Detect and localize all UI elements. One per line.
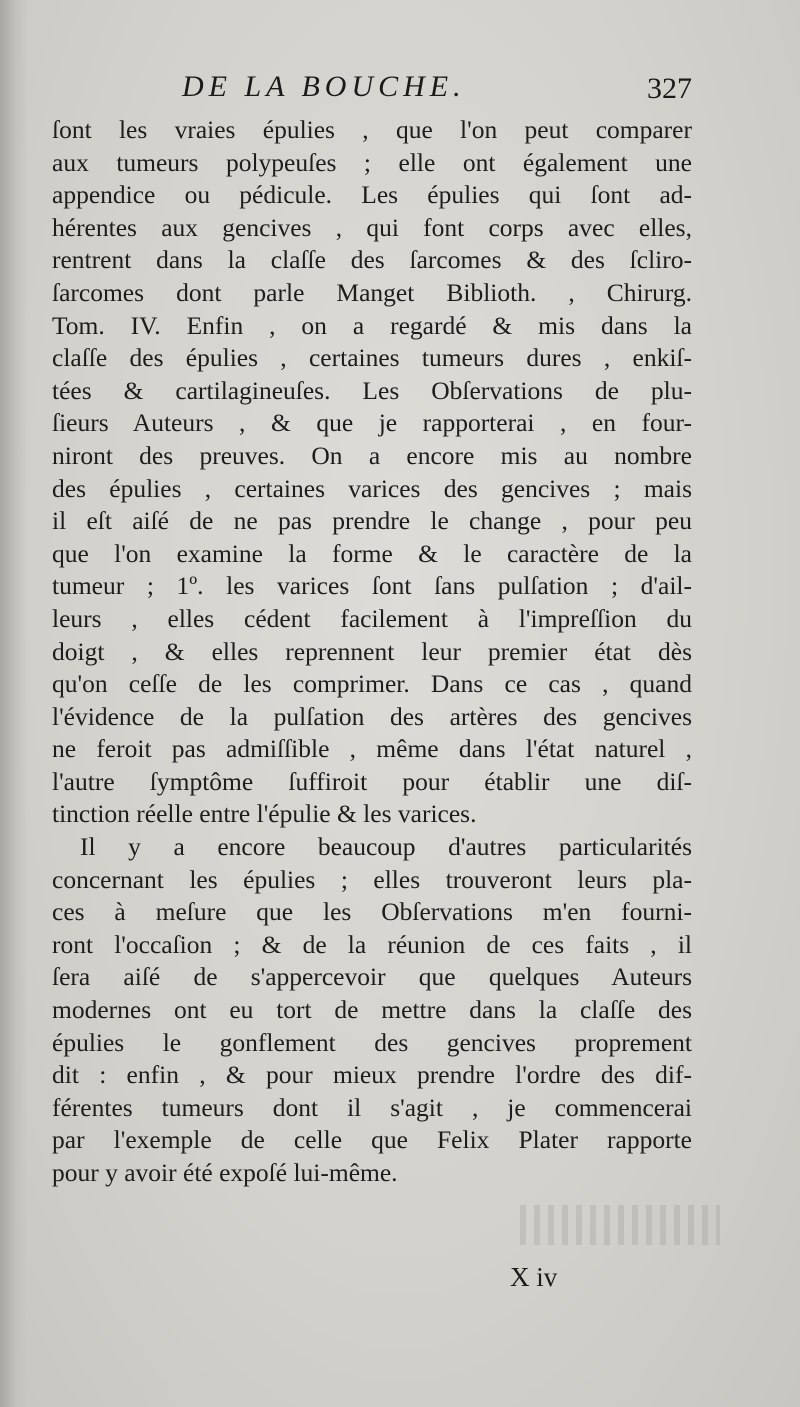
text-line: modernes ont eu tort de mettre dans la claſſe des <box>52 995 692 1025</box>
text-line: doigt , & elles reprennent leur premier état dès <box>52 636 692 666</box>
text-line: concernant les épulies ; elles trouveront leurs pla- <box>52 864 692 894</box>
text-line: ne feroit pas admiſſible , même dans l'état naturel , <box>52 734 692 764</box>
text-line: Tom. IV. Enfin , on a regardé & mis dans la <box>52 310 692 340</box>
text-line: ſera aiſé de s'appercevoir que quelques Auteurs <box>52 962 692 992</box>
book-gutter-shadow <box>0 0 28 1407</box>
text-line: rentrent dans la claſſe des ſarcomes & des ſcliro- <box>52 245 692 275</box>
text-line: appendice ou pédicule. Les épulies qui ſont ad- <box>52 180 692 210</box>
page-number: 327 <box>647 72 692 105</box>
text-line: niront des preuves. On a encore mis au nombre <box>52 440 692 470</box>
text-line: épulies le gonflement des gencives proprement <box>52 1027 692 1057</box>
book-page <box>52 70 692 1190</box>
text-line: il eſt aiſé de ne pas prendre le change , pour peu <box>52 506 692 536</box>
running-title: DE LA BOUCHE. <box>182 70 466 103</box>
text-line: ſont les vraies épulies , que l'on peut comparer <box>52 115 692 144</box>
ink-bleed-through <box>520 1205 720 1245</box>
paragraph <box>52 114 692 831</box>
text-line: hérentes aux gencives , qui font corps avec elles, <box>52 212 692 242</box>
text-line: l'autre ſymptôme ſuffiroit pour établir une diſ- <box>52 766 692 796</box>
text-line: ces à meſure que les Obſervations m'en fourni- <box>52 897 692 927</box>
text-line: claſſe des épulies , certaines tumeurs dures , enkiſ- <box>52 343 692 373</box>
text-line: ſieurs Auteurs , & que je rapporterai , en four- <box>52 408 692 438</box>
text-line: tumeur ; 1º. les varices ſont ſans pulſation ; d'ail- <box>52 571 692 601</box>
text-line: des épulies , certaines varices des gencives ; mais <box>52 473 692 503</box>
text-line: férentes tumeurs dont il s'agit , je commencerai <box>52 1092 692 1122</box>
text-line: qu'on ceſſe de les comprimer. Dans ce cas , quand <box>52 669 692 699</box>
text-line: dit : enfin , & pour mieux prendre l'ordre des dif- <box>52 1060 692 1090</box>
body-text <box>52 114 692 1190</box>
text-line: par l'exemple de celle que Felix Plater rapporte <box>52 1125 692 1155</box>
text-line: tinction réelle entre l'épulie & les varices. <box>52 799 477 829</box>
paragraph <box>52 831 692 1190</box>
text-line: ſarcomes dont parle Manget Biblioth. , Chirurg. <box>52 277 692 307</box>
text-line: l'évidence de la pulſation des artères des gencives <box>52 701 692 731</box>
text-line: pour y avoir été expoſé lui-même. <box>52 1158 398 1187</box>
catchword: X iv <box>510 1262 558 1292</box>
text-line: Il y a encore beaucoup d'autres particularités <box>80 832 692 862</box>
text-line: aux tumeurs polypeuſes ; elle ont également une <box>52 147 692 177</box>
page-header <box>52 70 692 114</box>
text-line: tées & cartilagineuſes. Les Obſervations de plu- <box>52 375 692 405</box>
text-line: leurs , elles cédent facilement à l'impreſſion du <box>52 603 692 633</box>
text-line: ront l'occaſion ; & de la réunion de ces faits , il <box>52 929 692 959</box>
text-line: que l'on examine la forme & le caractère de la <box>52 538 692 568</box>
